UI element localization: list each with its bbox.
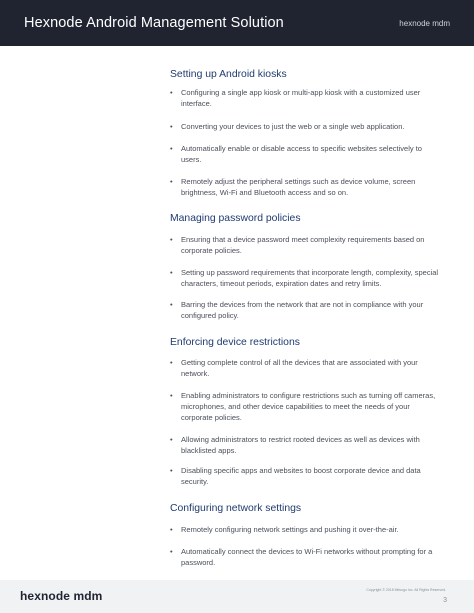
- header-title: Hexnode Android Management Solution: [24, 15, 284, 31]
- list-item: • Setting up password requirements that incorporate length, complexity, special characters, timeout periods, expiration dates and retry limits.: [170, 268, 439, 288]
- page-header: [0, 0, 474, 46]
- section-title-password: Managing password policies: [170, 213, 301, 224]
- list-item: • Configuring a single app kiosk or multi-app kiosk with a customized user interface.: [170, 88, 421, 108]
- list-item: • Allowing administrators to restrict rooted devices as well as devices with blacklisted apps.: [170, 435, 420, 455]
- list-item: • Converting your devices to just the web or a single web application.: [170, 122, 405, 131]
- page-number: 3: [443, 597, 447, 604]
- section-title-kiosks: Setting up Android kiosks: [170, 69, 287, 80]
- header-brand: hexnode mdm: [399, 18, 450, 28]
- list-item: • Enabling administrators to configure restrictions such as turning off cameras, microphones, and other device capabilities to meet the needs of your corporate policies.: [170, 391, 436, 422]
- footer-logo: hexnode mdm: [20, 589, 103, 603]
- page-footer: [0, 580, 474, 613]
- list-item: • Automatically enable or disable access to specific websites selectively to users.: [170, 144, 422, 164]
- list-item: • Getting complete control of all the devices that are associated with your network.: [170, 358, 418, 378]
- section-title-restrictions: Enforcing device restrictions: [170, 337, 300, 348]
- section-title-network: Configuring network settings: [170, 503, 302, 514]
- list-item: • Barring the devices from the network that are not in compliance with your configured policy.: [170, 300, 424, 320]
- footer-copyright: Copyright © 2018 Mitsogo Inc. All Rights Reserved.: [366, 588, 446, 592]
- list-item: • Remotely configuring network settings and pushing it over-the-air.: [170, 525, 399, 534]
- list-item: • Disabling specific apps and websites to boost corporate device and data security.: [170, 466, 421, 486]
- list-item: • Automatically connect the devices to Wi-Fi networks without prompting for a password.: [170, 547, 433, 567]
- list-item: • Ensuring that a device password meet complexity requirements based on corporate policies.: [170, 235, 425, 255]
- list-item: • Remotely adjust the peripheral settings such as device volume, screen brightness, Wi-Fi and Bluetooth access and so on.: [170, 177, 416, 197]
